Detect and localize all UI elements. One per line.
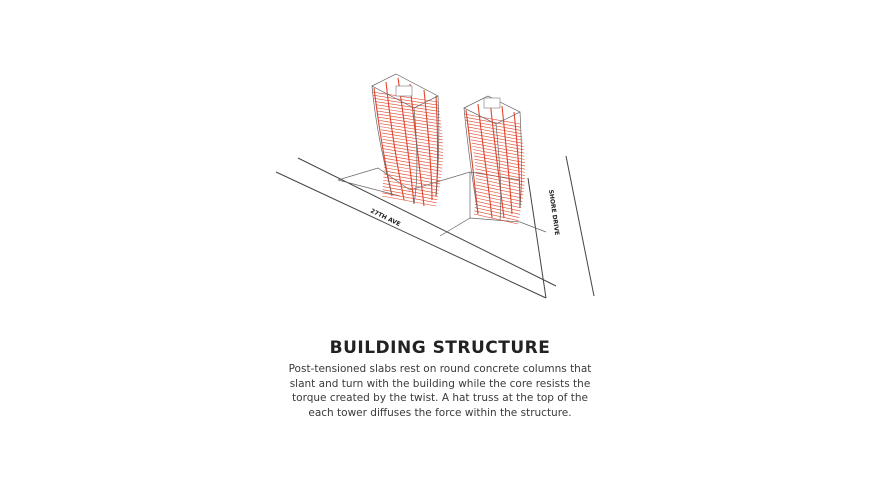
floor-slab bbox=[379, 117, 442, 127]
site-boundary bbox=[338, 168, 546, 236]
floor-slab bbox=[382, 139, 443, 149]
floor-slab bbox=[376, 108, 440, 118]
floor-slab bbox=[469, 130, 523, 140]
tower-left bbox=[372, 74, 443, 206]
floor-slab bbox=[382, 133, 443, 143]
floor-slab bbox=[379, 120, 442, 130]
tower-right-core bbox=[484, 98, 500, 108]
tower-right bbox=[464, 96, 525, 224]
tower-left-core bbox=[396, 86, 412, 96]
floor-slab bbox=[383, 146, 443, 156]
floor-slab bbox=[381, 127, 443, 137]
floor-slab bbox=[380, 124, 442, 134]
floor-slab bbox=[383, 149, 442, 159]
description-line: torque created by the twist. A hat truss at the top of the bbox=[292, 392, 588, 404]
floor-slab bbox=[374, 98, 439, 108]
floor-slab bbox=[469, 133, 523, 143]
floor-slab bbox=[383, 142, 443, 152]
diagram-title: BUILDING STRUCTURE bbox=[329, 338, 551, 358]
floor-slab bbox=[381, 130, 443, 140]
floor-slab bbox=[375, 101, 440, 111]
tower-right-columns bbox=[466, 100, 520, 218]
avenue-label: 27TH AVE bbox=[369, 207, 402, 229]
description-line: each tower diffuses the force within the structure. bbox=[308, 406, 572, 419]
floor-slab bbox=[468, 127, 522, 137]
floor-slab bbox=[377, 111, 441, 121]
floor-slab bbox=[384, 155, 443, 165]
floor-slab bbox=[384, 152, 443, 162]
floor-slab bbox=[378, 114, 441, 124]
floor-slab bbox=[467, 124, 522, 134]
floor-slab bbox=[470, 137, 523, 147]
floor-slab bbox=[375, 105, 440, 115]
floor-slab bbox=[384, 158, 442, 168]
floor-slab bbox=[382, 136, 443, 146]
description-line: Post-tensioned slabs rest on round concrete columns that bbox=[288, 363, 592, 375]
drive-label: SHORE DRIVE bbox=[547, 189, 561, 236]
diagram-description bbox=[250, 362, 630, 420]
description-line: slant and turn with the building while the core resists the bbox=[289, 377, 591, 390]
